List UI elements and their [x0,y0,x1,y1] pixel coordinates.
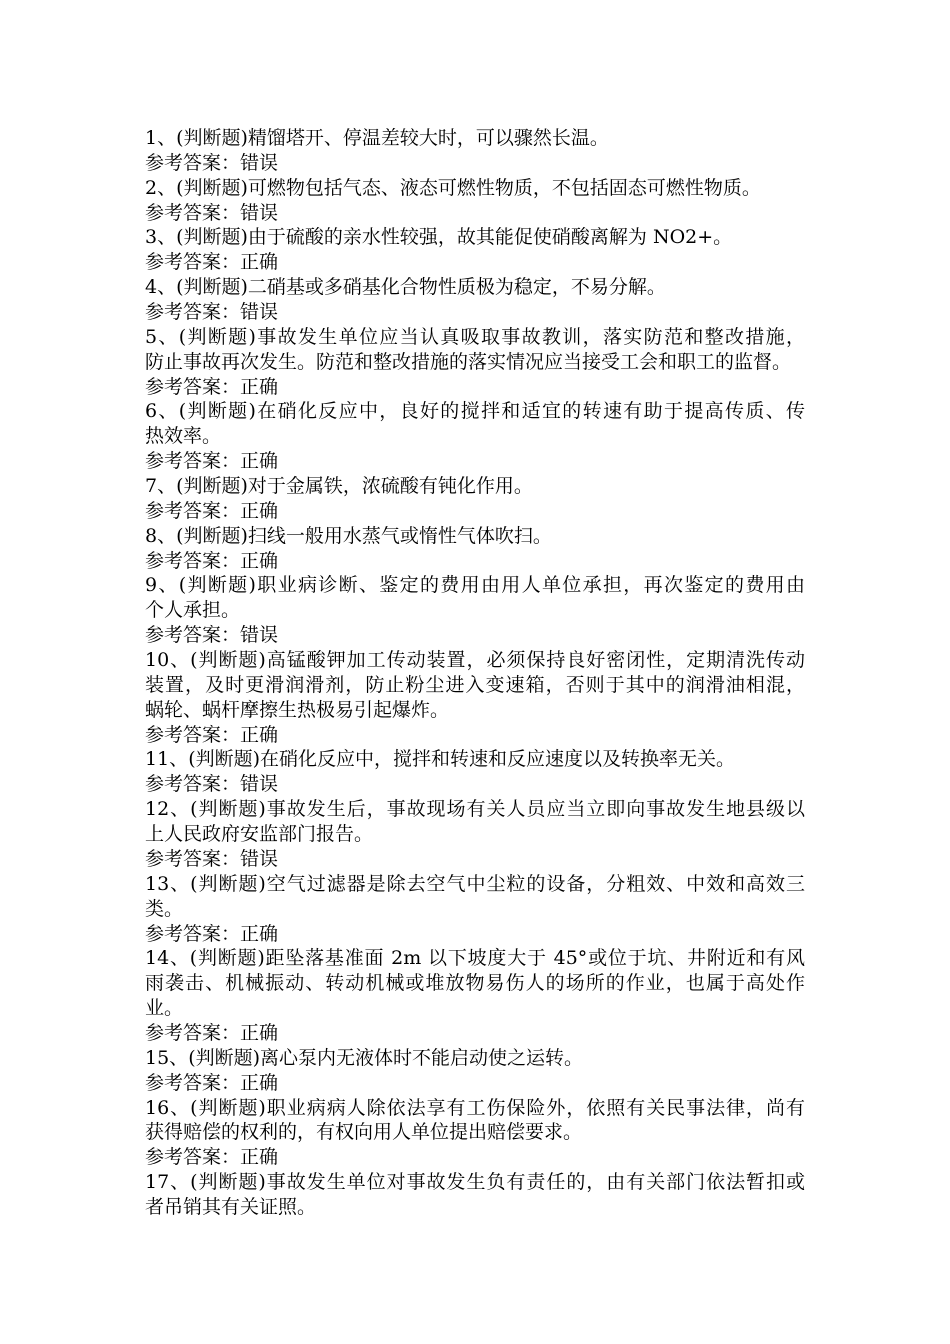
question-type: (判断题) [190,1171,266,1194]
question-text: 扫线一般用水蒸气或惰性气体吹扫。 [247,524,552,547]
answer-value: 正确 [240,549,279,572]
question-text: 事故发生单位对事故发生负有责任的，由有关部门依法暂扣或 [265,1171,805,1194]
question-text: 由于硫酸的亲水性较强，故其能促使硝酸离解为 NO2+。 [247,226,733,249]
question-text: 业。 [145,997,184,1020]
question-type: (判断题) [188,1046,261,1069]
answer-value: 错误 [240,847,279,870]
answer-value: 正确 [240,1071,279,1094]
question-type: (判断题) [176,524,248,547]
question-text: 在硝化反应中，良好的搅拌和适宜的转速有助于提高传质、传 [255,400,805,423]
question-type: (判断题) [189,947,265,970]
question-type: (判断题) [190,872,266,895]
question-number: 6、 [145,400,179,423]
question-type: (判断题) [188,748,261,771]
question-first-line [145,1170,805,1195]
question-text: 获得赔偿的权利的，有权向用人单位提出赔偿要求。 [145,1121,583,1144]
answer-value: 正确 [240,251,279,274]
question-first-line [145,524,805,549]
question-number: 16、 [145,1096,191,1119]
question-number: 11、 [145,748,189,771]
question-item [145,126,805,176]
question-text: 事故发生单位应当认真吸取事故教训，落实防范和整改措施， [255,325,805,348]
answer-line [145,1021,805,1046]
question-type: (判断题) [176,276,248,299]
question-first-line [145,1046,805,1071]
question-first-line [145,126,805,151]
question-continuation-line [145,424,805,449]
question-item [145,176,805,226]
answer-line [145,623,805,648]
question-number: 10、 [145,649,191,672]
question-text: 雨袭击、机械振动、转动机械或堆放物易伤人的场所的作业，也属于高处作 [145,972,805,995]
question-text: 防止事故再次发生。防范和整改措施的落实情况应当接受工会和职工的监督。 [145,350,792,373]
question-continuation-line [145,822,805,847]
question-item [145,474,805,524]
question-first-line [145,946,805,971]
question-number: 17、 [145,1171,191,1194]
question-continuation-line [145,1195,805,1220]
answer-label: 参考答案： [145,151,241,174]
question-text: 距坠落基准面 2m 以下坡度大于 45°或位于坑、井附近和有风 [264,947,805,970]
answer-line [145,375,805,400]
question-type: (判断题) [178,400,256,423]
question-item [145,325,805,400]
answer-value: 错误 [240,773,279,796]
answer-label: 参考答案： [145,1071,241,1094]
answer-line [145,499,805,524]
question-text: 高锰酸钾加工传动装置，必须保持良好密闭性，定期清洗传动 [265,649,805,672]
question-number: 13、 [145,872,191,895]
question-text: 职业病病人除依法享有工伤保险外，依照有关民事法律，尚有 [265,1096,805,1119]
question-type: (判断题) [178,574,256,597]
question-text: 蜗轮、蜗杆摩擦生热极易引起爆炸。 [145,698,450,721]
question-text: 装置，及时更滑润滑剂，防止粉尘进入变速箱，否则于其中的润滑油相混， [145,673,805,696]
question-item [145,573,805,648]
question-item [145,747,805,797]
answer-label: 参考答案： [145,251,241,274]
question-first-line [145,176,805,201]
question-continuation-line [145,971,805,996]
answer-label: 参考答案： [145,301,241,324]
question-type: (判断题) [176,475,248,498]
question-type: (判断题) [190,798,266,821]
answer-value: 错误 [240,624,279,647]
question-first-line [145,648,805,673]
question-text: 二硝基或多硝基化合物性质极为稳定，不易分解。 [247,276,666,299]
question-first-line [145,275,805,300]
question-item [145,946,805,1045]
answer-line [145,201,805,226]
answer-value: 错误 [240,201,279,224]
answer-label: 参考答案： [145,922,241,945]
question-text: 空气过滤器是除去空气中尘粒的设备，分粗效、中效和高效三 [265,872,805,895]
answer-label: 参考答案： [145,1146,241,1169]
question-item [145,872,805,947]
question-number: 8、 [145,524,177,547]
question-text: 者吊销其有关证照。 [145,1195,317,1218]
question-number: 9、 [145,574,179,597]
answer-line [145,772,805,797]
question-number: 5、 [145,325,179,348]
answer-label: 参考答案： [145,549,241,572]
question-number: 7、 [145,475,177,498]
question-number: 14、 [145,947,190,970]
question-item [145,797,805,872]
answer-line [145,449,805,474]
question-continuation-line [145,698,805,723]
question-number: 15、 [145,1046,189,1069]
answer-value: 正确 [240,499,279,522]
question-first-line [145,325,805,350]
question-type: (判断题) [190,1096,266,1119]
answer-value: 正确 [240,922,279,945]
question-first-line [145,797,805,822]
question-type: (判断题) [176,127,248,149]
answer-line [145,1071,805,1096]
question-text: 对于金属铁，浓硫酸有钝化作用。 [247,475,533,498]
question-item [145,399,805,474]
question-item [145,524,805,574]
question-number: 3、 [145,226,177,249]
question-item [145,1096,805,1171]
question-number: 2、 [145,176,177,199]
question-type: (判断题) [190,649,266,672]
answer-label: 参考答案： [145,375,241,398]
answer-value: 正确 [240,1146,279,1169]
answer-value: 正确 [240,450,279,473]
question-text: 类。 [145,897,184,920]
answer-value: 错误 [240,301,279,324]
question-first-line [145,747,805,772]
question-type: (判断题) [178,325,256,348]
question-first-line [145,399,805,424]
question-item [145,275,805,325]
question-continuation-line [145,598,805,623]
question-text: 职业病诊断、鉴定的费用由用人单位承担，再次鉴定的费用由 [255,574,805,597]
question-continuation-line [145,1120,805,1145]
answer-value: 正确 [240,375,279,398]
question-item [145,648,805,747]
question-type: (判断题) [176,226,248,249]
answer-label: 参考答案： [145,1021,241,1044]
document-body [145,126,805,1220]
answer-line [145,723,805,748]
question-item [145,1170,805,1220]
question-text: 离心泵内无液体时不能启动使之运转。 [260,1046,584,1069]
question-text: 事故发生后，事故现场有关人员应当立即向事故发生地县级以 [265,798,805,821]
question-text: 在硝化反应中，搅拌和转速和反应速度以及转换率无关。 [260,748,736,771]
answer-line [145,922,805,947]
answer-line [145,250,805,275]
answer-value: 正确 [240,1021,279,1044]
question-text: 可燃物包括气态、液态可燃性物质，不包括固态可燃性物质。 [247,176,761,199]
answer-label: 参考答案： [145,723,241,746]
question-first-line [145,1096,805,1121]
question-first-line [145,225,805,250]
question-first-line [145,573,805,598]
question-number: 4、 [145,276,177,299]
question-text: 上人民政府安监部门报告。 [145,823,374,846]
question-item [145,225,805,275]
answer-line [145,151,805,176]
question-first-line [145,474,805,499]
question-text: 个人承担。 [145,599,241,622]
answer-line [145,847,805,872]
answer-label: 参考答案： [145,624,241,647]
question-type: (判断题) [176,176,248,199]
question-item [145,1046,805,1096]
answer-label: 参考答案： [145,499,241,522]
question-continuation-line [145,897,805,922]
question-continuation-line [145,996,805,1021]
question-first-line [145,872,805,897]
question-number: 1、 [145,127,177,149]
question-number: 12、 [145,798,191,821]
question-continuation-line [145,350,805,375]
question-text: 热效率。 [145,425,222,448]
answer-value: 正确 [240,723,279,746]
question-text: 精馏塔开、停温差较大时，可以骤然长温。 [247,127,609,149]
question-continuation-line [145,673,805,698]
answer-label: 参考答案： [145,201,241,224]
answer-line [145,300,805,325]
answer-label: 参考答案： [145,773,241,796]
answer-line [145,1145,805,1170]
answer-label: 参考答案： [145,450,241,473]
answer-line [145,549,805,574]
answer-label: 参考答案： [145,847,241,870]
answer-value: 错误 [240,151,279,174]
